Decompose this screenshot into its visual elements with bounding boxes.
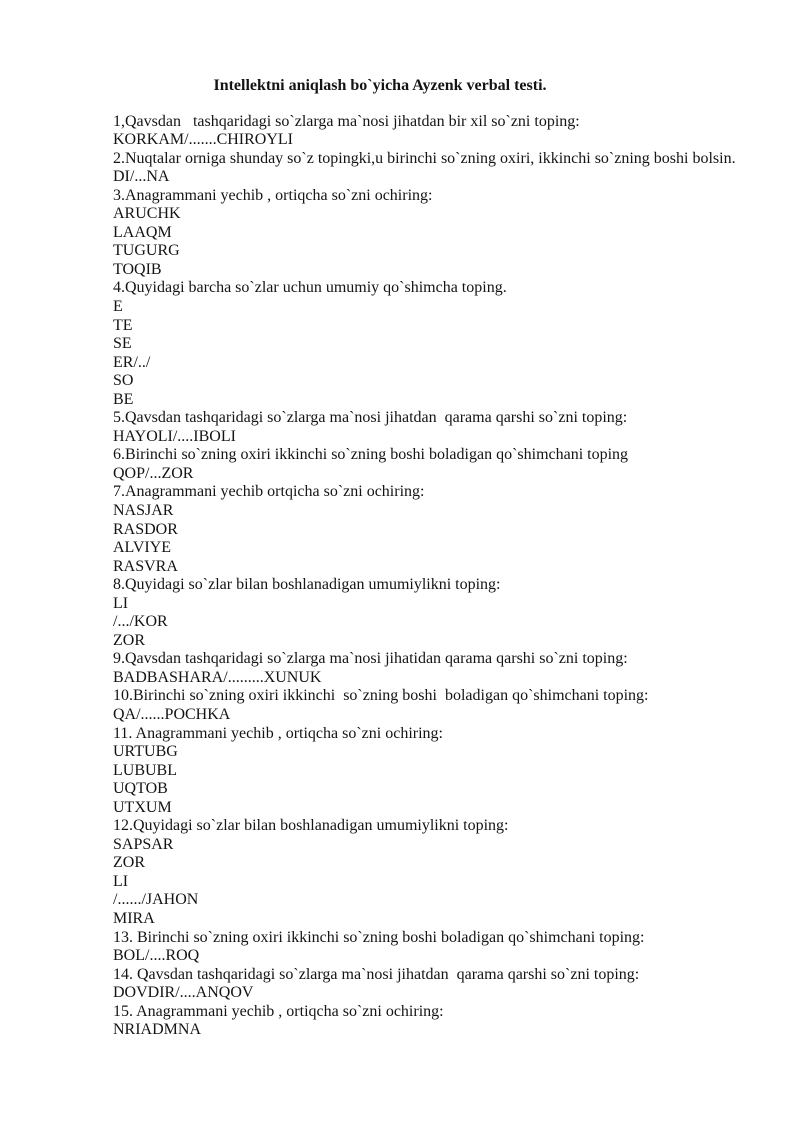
text-line: UTXUM — [113, 798, 172, 816]
text-line: 8.Quyidagi so`zlar bilan boshlanadigan umumiylikni toping: — [113, 576, 501, 594]
text-line: 12.Quyidagi so`zlar bilan boshlanadigan umumiylikni toping: — [113, 817, 509, 835]
text-line: ER/../ — [113, 353, 151, 371]
text-line: 6.Birinchi so`zning oxiri ikkinchi so`zning boshi boladigan qo`shimchani toping — [113, 446, 629, 464]
text-line: 4.Quyidagi barcha so`zlar uchun umumiy qo`shimcha toping. — [113, 279, 507, 297]
text-line: LUBUBL — [113, 761, 177, 779]
text-line: 15. Anagrammani yechib , ortiqcha so`zni ochiring: — [113, 1002, 444, 1020]
text-line: TOQIB — [113, 260, 162, 278]
text-line: BADBASHARA/.........XUNUK — [113, 668, 322, 686]
text-line: HAYOLI/....IBOLI — [113, 427, 236, 445]
text-line: QA/......POCHKA — [113, 706, 231, 723]
text-line: SO — [113, 372, 134, 390]
text-line: RASDOR — [113, 520, 178, 538]
document-body — [0, 113, 800, 1040]
title-container — [0, 0, 760, 96]
text-line: DI/...NA — [113, 168, 170, 186]
document-title: Intellektni aniqlash bo`yicha Ayzenk verbal testi. — [213, 77, 547, 94]
text-line: URTUBG — [113, 743, 178, 761]
text-line: 5.Qavsdan tashqaridagi so`zlarga ma`nosi jihatdan qarama qarshi so`zni toping: — [113, 409, 628, 427]
text-line: SAPSAR — [113, 835, 174, 853]
text-line: TE — [113, 316, 133, 334]
text-line: UQTOB — [113, 780, 168, 798]
text-line: 1,Qavsdan tashqaridagi so`zlarga ma`nosi jihatdan bir xil so`zni toping: — [113, 112, 580, 130]
text-line: 2.Nuqtalar orniga shunday so`z topingki,u birinchi so`zning oxiri, ikkinchi so`zning boshi bolsin. — [113, 149, 736, 167]
text-line: 14. Qavsdan tashqaridagi so`zlarga ma`nosi jihatdan qarama qarshi so`zni toping: — [113, 965, 640, 983]
text-line: KORKAM/.......CHIROYLI — [113, 131, 293, 149]
text-line: 9.Qavsdan tashqaridagi so`zlarga ma`nosi jihatidan qarama qarshi so`zni toping: — [113, 650, 628, 668]
text-line: ZOR — [113, 854, 145, 872]
text-line: 7.Anagrammani yechib ortqicha so`zni ochiring: — [113, 483, 425, 501]
text-line: RASVRA — [113, 557, 178, 575]
text-line: /.../KOR — [113, 613, 168, 631]
text-line: 3.Anagrammani yechib , ortiqcha so`zni ochiring: — [113, 186, 433, 204]
text-line: TUGURG — [113, 242, 180, 260]
text-line: LAAQM — [113, 223, 172, 241]
text-line: MIRA — [113, 910, 155, 928]
text-line: 10.Birinchi so`zning oxiri ikkinchi so`zning boshi boladigan qo`shimchani toping: — [113, 687, 649, 705]
text-line: ZOR — [113, 631, 145, 649]
text-line: LI — [113, 594, 129, 612]
text-line: LI — [113, 872, 129, 890]
text-line: SE — [113, 335, 132, 353]
text-line: DOVDIR/....ANQOV — [113, 984, 254, 1002]
text-line: BE — [113, 390, 134, 408]
text-line: 11. Anagrammani yechib , ortiqcha so`zni ochiring: — [113, 724, 443, 742]
text-line: BOL/....ROQ — [113, 947, 200, 965]
text-line: ARUCHK — [113, 205, 181, 223]
text-line: NRIADMNA — [113, 1021, 201, 1039]
text-line: 13. Birinchi so`zning oxiri ikkinchi so`zning boshi boladigan qo`shimchani toping: — [113, 928, 645, 946]
text-line: /....../JAHON — [113, 891, 199, 909]
text-line: QOP/...ZOR — [113, 464, 194, 482]
text-line: NASJAR — [113, 501, 174, 519]
text-line: ALVIYE — [113, 539, 172, 557]
text-line: E — [113, 297, 123, 315]
